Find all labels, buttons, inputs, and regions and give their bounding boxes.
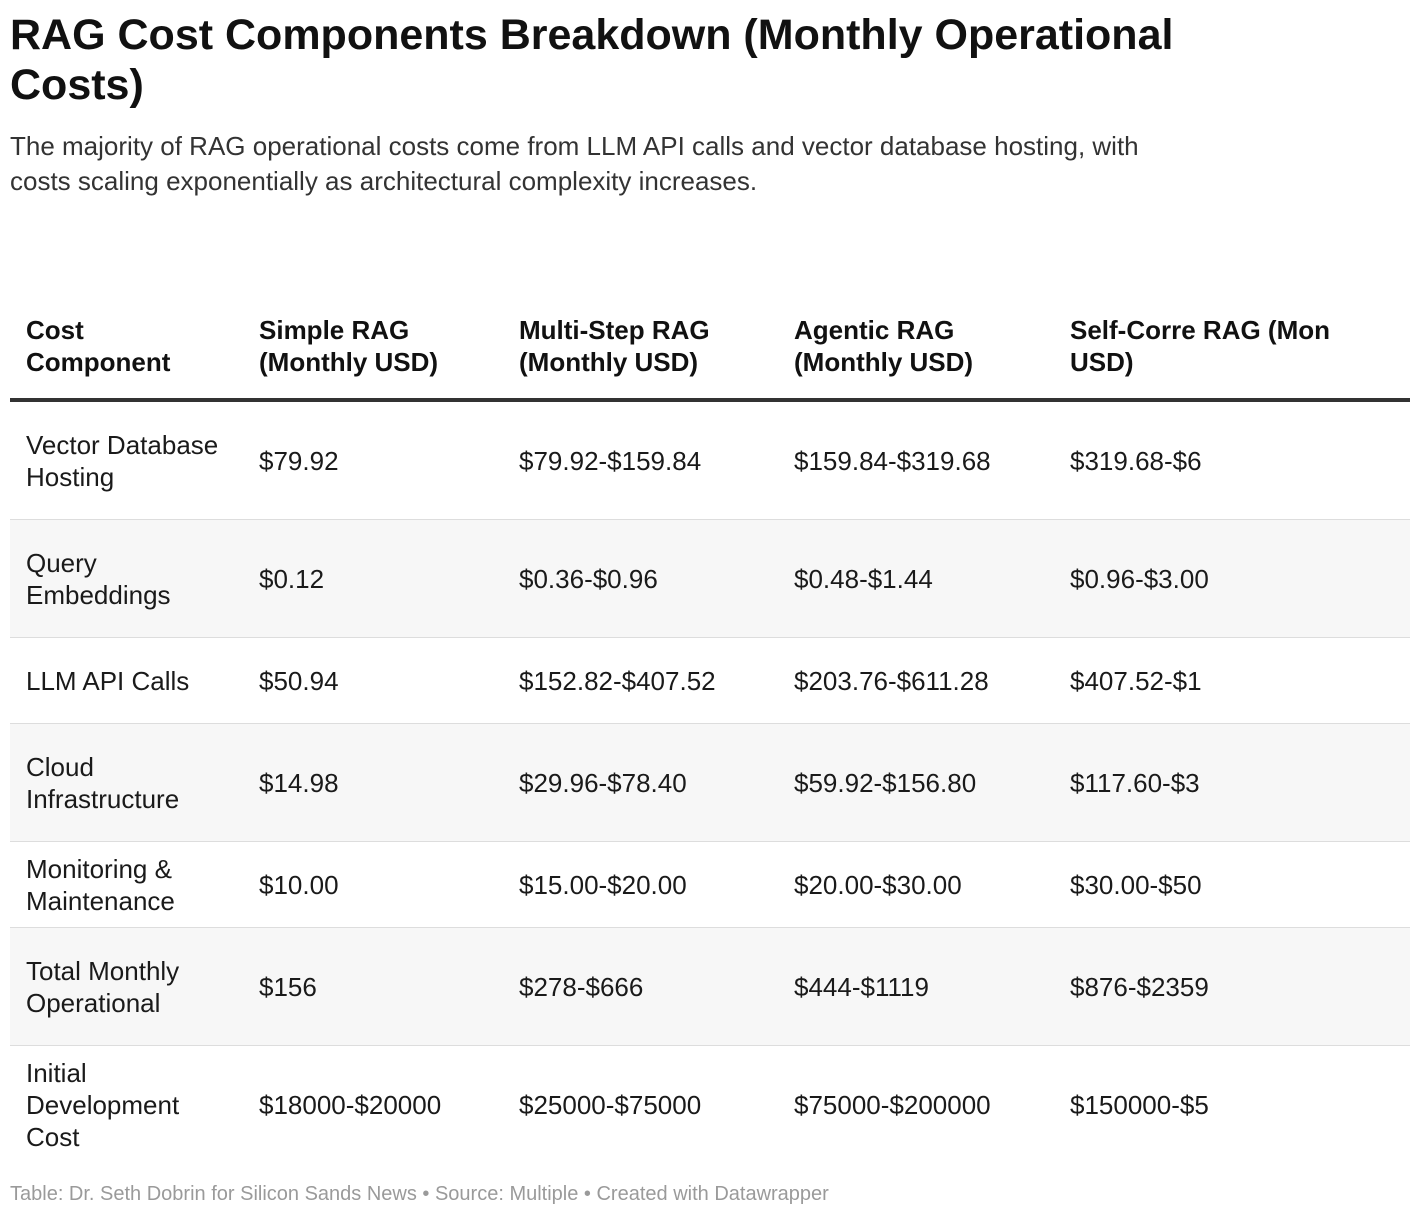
table-cell: $50.94 [243,638,503,724]
chart-subtitle: The majority of RAG operational costs come from LLM API calls and vector database hosting, with costs scaling exponentially as architectural complexity increases. [10,131,1139,196]
table-cell: $79.92 [243,400,503,520]
table-cell: $0.48-$1.44 [778,520,1054,638]
table-cell: $30.00-$50 [1054,842,1410,928]
row-label: Vector Database Hosting [10,400,243,520]
column-header-agentic-rag: Agentic RAG (Monthly USD) [778,238,1054,400]
table-cell: $407.52-$1 [1054,638,1410,724]
table-cell: $203.76-$611.28 [778,638,1054,724]
table-cell: $29.96-$78.40 [503,724,778,842]
table-row [10,1046,1410,1164]
table-cell: $152.82-$407.52 [503,638,778,724]
table-row [10,400,1410,520]
row-label: Total Monthly Operational [10,928,243,1046]
table-row [10,724,1410,842]
table-cell: $117.60-$3 [1054,724,1410,842]
row-label: Initial Development Cost [26,1057,180,1152]
table-row [10,928,1410,1046]
table-cell: $14.98 [243,724,503,842]
table-cell: $75000-$200000 [794,1089,991,1120]
table-cell: $444-$1119 [778,928,1054,1046]
table-cell: $0.12 [243,520,503,638]
column-header-self-correcting-rag: Self-Corre RAG (Mon USD) [1054,238,1410,400]
table-viewport[interactable] [10,238,1330,1152]
chart-title: RAG Cost Components Breakdown (Monthly Operational Costs) [10,11,1174,109]
row-label: Monitoring & Maintenance [10,842,243,928]
table-cell: $159.84-$319.68 [778,400,1054,520]
table-cell: $59.92-$156.80 [778,724,1054,842]
table-cell: $0.96-$3.00 [1054,520,1410,638]
table-cell: $25000-$75000 [519,1089,702,1120]
table-cell: $79.92-$159.84 [503,400,778,520]
row-label: Cloud Infrastructure [10,724,243,842]
table-cell: $876-$2359 [1054,928,1410,1046]
table-row [10,520,1410,638]
table-cell: $20.00-$30.00 [778,842,1054,928]
table-cell: $319.68-$6 [1054,400,1410,520]
table-row [10,638,1410,724]
table-cell: $0.36-$0.96 [503,520,778,638]
source-footer: Table: Dr. Seth Dobrin for Silicon Sands News • Source: Multiple • Created with Datawrapper [10,1183,829,1205]
cost-table [10,238,1410,1163]
table-cell: $10.00 [243,842,503,928]
table-cell: $18000-$20000 [259,1089,442,1120]
column-header-simple-rag: Simple RAG (Monthly USD) [243,238,503,400]
table-cell: $15.00-$20.00 [503,842,778,928]
header-row [10,238,1410,400]
row-label: Query Embeddings [10,520,243,638]
column-header-cost-component: Cost Component [10,238,243,400]
column-header-multi-step-rag: Multi-Step RAG (Monthly USD) [503,238,778,400]
table-row [10,842,1410,928]
table-cell: $150000-$5 [1070,1089,1209,1120]
table-cell: $278-$666 [503,928,778,1046]
row-label: LLM API Calls [10,638,243,724]
table-cell: $156 [243,928,503,1046]
